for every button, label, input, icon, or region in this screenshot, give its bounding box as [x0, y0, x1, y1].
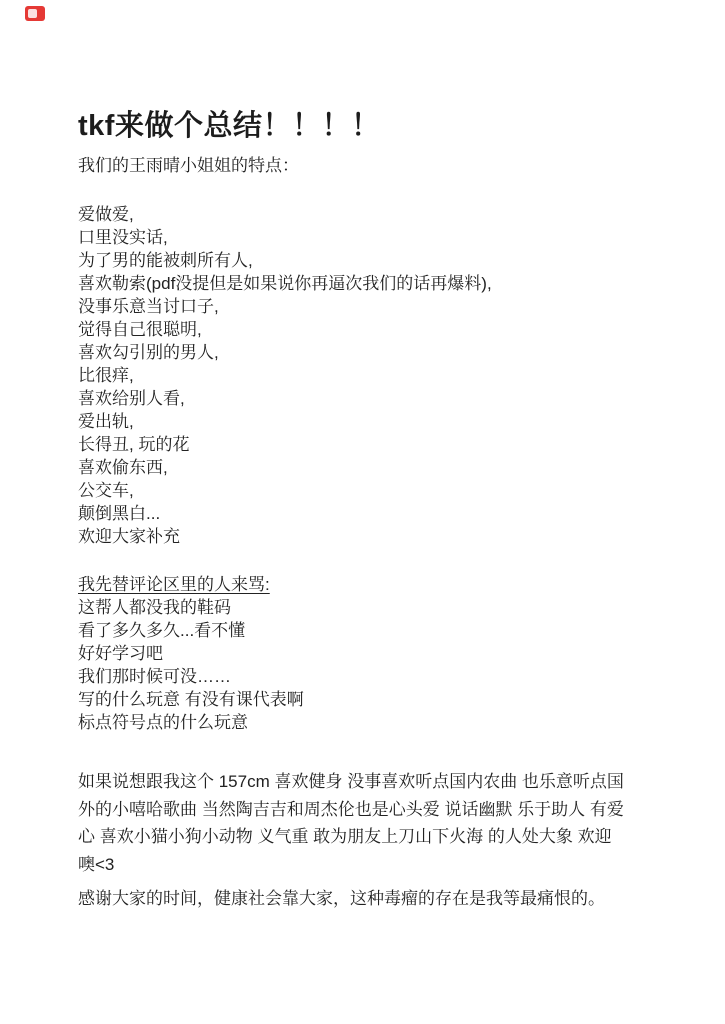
scold-heading: 我先替评论区里的人来骂:	[78, 575, 270, 594]
scold-line: 好好学习吧	[78, 644, 163, 663]
scold-line: 我们那时候可没……	[78, 667, 231, 686]
text-document	[78, 108, 663, 912]
trait-line: 颠倒黑白...	[78, 504, 161, 523]
closing-line: 感谢大家的时间，健康社会靠大家，这种毒瘤的存在是我等最痛恨的。	[78, 889, 605, 908]
scold-line: 看了多久多久...看不懂	[78, 621, 246, 640]
scold-lines	[78, 596, 663, 734]
self-intro-paragraph	[78, 768, 663, 878]
trait-line: 没事乐意当讨口子,	[78, 297, 219, 316]
self-intro-line: 如果说想跟我这个 157cm 喜欢健身 没事喜欢听点国内农曲 也乐意听点国	[78, 772, 624, 791]
traits-list	[78, 203, 663, 548]
page-title: tkf来做个总结！！！！	[78, 110, 381, 142]
trait-line: 为了男的能被刺所有人,	[78, 251, 253, 270]
page-subtitle: 我们的王雨晴小姐姐的特点：	[78, 156, 299, 175]
trait-line: 喜欢勾引别的男人,	[78, 343, 219, 362]
scold-line: 标点符号点的什么玩意	[78, 713, 248, 732]
trait-line: 长得丑, 玩的花	[78, 435, 190, 454]
self-intro-line: 心 喜欢小猫小狗小动物 义气重 敢为朋友上刀山下火海 的人处大象 欢迎	[78, 827, 612, 846]
trait-line: 公交车,	[78, 481, 134, 500]
trait-line: 觉得自己很聪明,	[78, 320, 202, 339]
scold-line: 写的什么玩意 有没有课代表啊	[78, 690, 304, 709]
scold-line: 这帮人都没我的鞋码	[78, 598, 231, 617]
self-intro-line: 噢<3	[78, 854, 115, 874]
trait-line: 比很痒,	[78, 366, 134, 385]
trait-line: 喜欢给别人看,	[78, 389, 185, 408]
trait-line: 爱做爱,	[78, 205, 134, 224]
trait-line: 欢迎大家补充	[78, 527, 180, 546]
red-tv-icon	[25, 6, 45, 21]
scold-section	[78, 573, 663, 734]
trait-line: 喜欢勒索(pdf没提但是如果说你再逼次我们的话再爆料),	[78, 274, 492, 293]
self-intro-line: 外的小嘻哈歌曲 当然陶吉吉和周杰伦也是心头爱 说话幽默 乐于助人 有爱	[78, 799, 624, 819]
trait-line: 喜欢偷东西,	[78, 458, 168, 477]
trait-line: 爱出轨,	[78, 412, 134, 431]
trait-line: 口里没实话,	[78, 228, 168, 247]
